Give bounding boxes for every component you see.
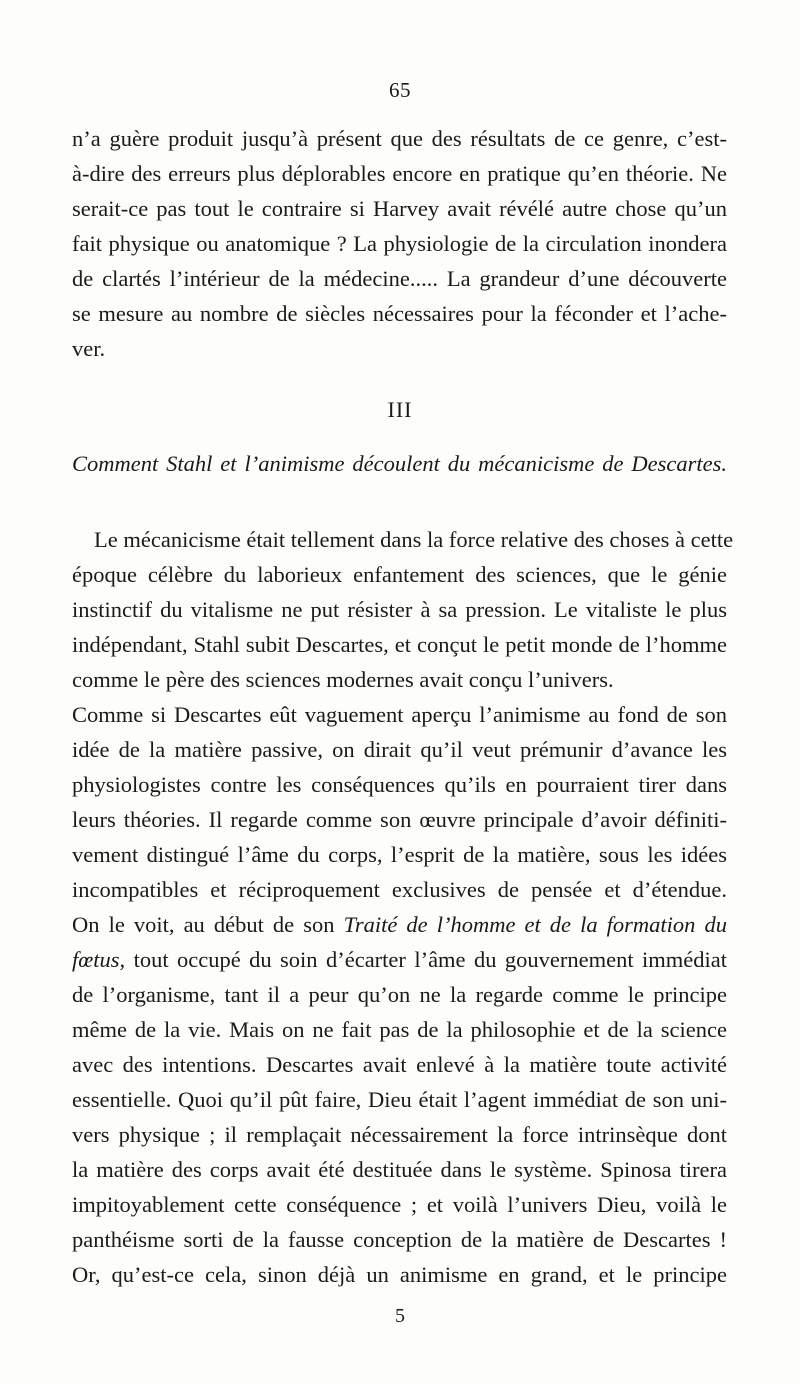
text-line: même de la vie. Mais on ne fait pas de la philosophie et de la science [72, 1017, 727, 1042]
text-line: instinctif du vitalisme ne put résister à sa pression. Le vitaliste le plus [72, 597, 727, 622]
text-line: Le mécanicisme était tellement dans la force relative des choses à cette [94, 527, 734, 552]
text-line: physiologistes contre les conséquences qu’ils en pourraient tirer dans [72, 772, 727, 797]
text-line: la matière des corps avait été destituée dans le système. Spinosa tirera [72, 1157, 727, 1182]
text-line: vement distingué l’âme du corps, l’esprit de la matière, sous les idées [72, 842, 727, 867]
text-line-with-title [72, 914, 727, 937]
text-span: tout occupé du soin d’écarter l’âme du gouvernement immédiat [125, 947, 727, 972]
text-line: n’a guère produit jusqu’à présent que des résultats de ce genre, c’est- [72, 126, 727, 151]
text-line: fait physique ou anatomique ? La physiologie de la circulation inondera [72, 231, 727, 256]
text-line: avec des intentions. Descartes avait enlevé à la matière toute activité [72, 1052, 727, 1077]
text-line: incompatibles et réciproquement exclusives de pensée et d’étendue. [72, 877, 727, 902]
text-line: leurs théories. Il regarde comme son œuvre principale d’avoir définiti- [72, 807, 727, 832]
text-line: Comme si Descartes eût vaguement aperçu l’animisme au fond de son [72, 702, 727, 727]
text-span: On le voit, au début de son [72, 912, 344, 937]
text-line: indépendant, Stahl subit Descartes, et conçut le petit monde de l’homme [72, 632, 727, 657]
page-number: 65 [389, 78, 411, 102]
text-line: ver. [72, 336, 106, 361]
text-line: essentielle. Quoi qu’il pût faire, Dieu était l’agent immédiat de son uni- [72, 1087, 727, 1112]
book-title-italic: fœtus, [72, 947, 126, 972]
book-title-italic: Traité de l’homme et de la formation du [343, 912, 727, 937]
signature-mark: 5 [395, 1305, 405, 1327]
text-line: impitoyablement cette conséquence ; et voilà l’univers Dieu, voilà le [72, 1192, 727, 1217]
text-line: vers physique ; il remplaçait nécessairement la force intrinsèque dont [72, 1122, 727, 1147]
text-line: serait-ce pas tout le contraire si Harvey avait révélé autre chose qu’un [72, 196, 727, 221]
text-line: de clartés l’intérieur de la médecine..... La grandeur d’une découverte [72, 266, 727, 291]
section-numeral: III [387, 397, 413, 422]
text-line: Or, qu’est-ce cela, sinon déjà un animisme en grand, et le principe [72, 1262, 727, 1287]
text-line: se mesure au nombre de siècles nécessaires pour la féconder et l’ache- [72, 301, 727, 326]
text-line-with-title [72, 949, 727, 972]
text-line: idée de la matière passive, on dirait qu’il veut prémunir d’avance les [72, 737, 727, 762]
text-line: comme le père des sciences modernes avait conçu l’univers. [72, 667, 614, 692]
section-heading: Comment Stahl et l’animisme découlent du mécanicisme de Descartes. [72, 451, 727, 476]
text-line: époque célèbre du laborieux enfantement des sciences, que le génie [72, 562, 727, 587]
text-line: panthéisme sorti de la fausse conception de la matière de Descartes ! [72, 1227, 727, 1252]
text-line: à-dire des erreurs plus déplorables encore en pratique qu’en théorie. Ne [72, 161, 727, 186]
text-line: de l’organisme, tant il a peur qu’on ne la regarde comme le principe [72, 982, 727, 1007]
